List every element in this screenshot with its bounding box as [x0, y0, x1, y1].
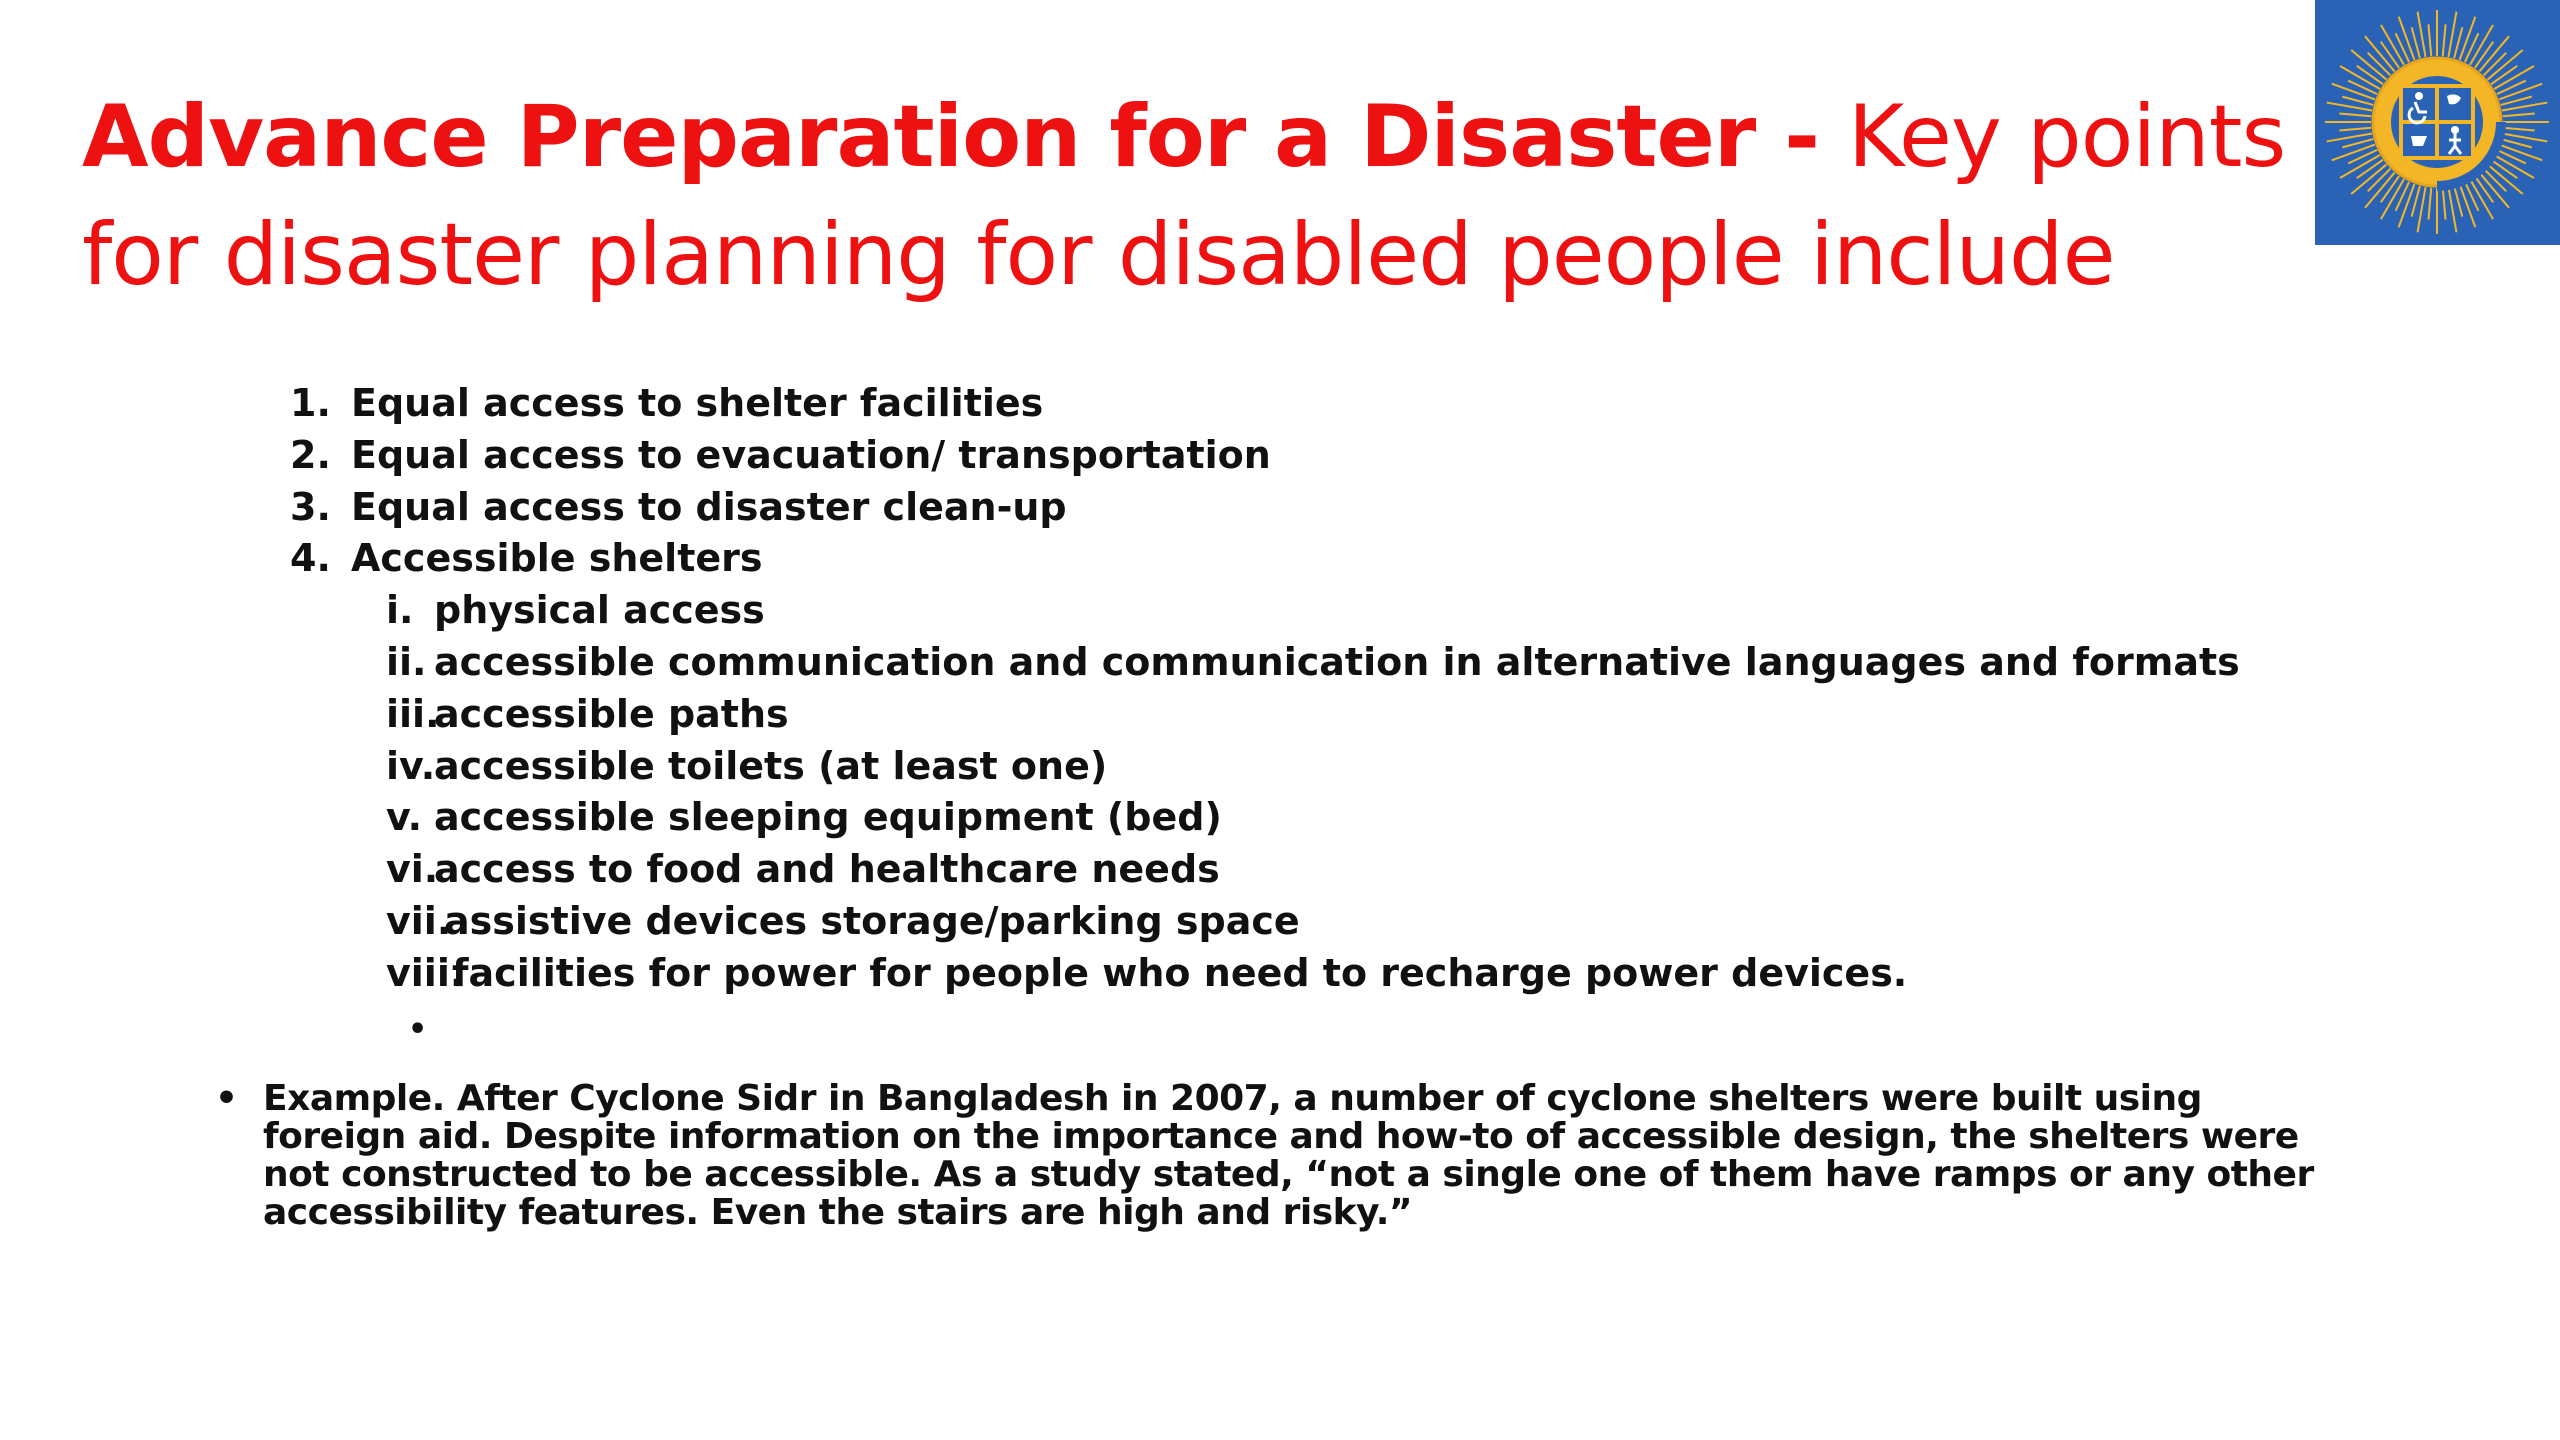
list-item-number: 1. [290, 381, 331, 425]
list-item [0, 430, 2560, 482]
emblem-graphic [2315, 0, 2560, 245]
sub-list-item [0, 844, 2560, 896]
list-item-number: 4. [290, 536, 331, 581]
list-item-text: Equal access to shelter facilities [351, 381, 1044, 425]
sub-list-item-number: v. [386, 795, 423, 840]
sub-list-item-text: physical access [434, 588, 765, 633]
title-line-1 [82, 78, 2286, 196]
sub-list-item-number: viii. [386, 950, 465, 995]
title-line-2: for disaster planning for disabled people include [82, 205, 2115, 305]
sub-list-item [0, 896, 2560, 948]
sub-list-item-number: ii. [386, 639, 427, 684]
sub-list-item [0, 741, 2560, 793]
title-normal-part: Key points [1847, 87, 2286, 187]
list-item [0, 482, 2560, 534]
sub-list-item-text: accessible toilets (at least one) [434, 743, 1108, 788]
sub-list-item-text: access to food and healthcare needs [434, 847, 1220, 892]
disability-emblem-icon [2315, 0, 2560, 245]
slide-title [82, 78, 2286, 314]
list-item [0, 533, 2560, 585]
sub-list-item-text: accessible paths [434, 691, 789, 736]
sub-list-item-text: accessible sleeping equipment (bed) [434, 795, 1222, 840]
sub-list-item-number: iii. [386, 691, 440, 736]
list-item-text: Equal access to disaster clean-up [351, 484, 1067, 529]
list-item-text: Accessible shelters [351, 536, 763, 581]
sub-list-item [0, 637, 2560, 689]
sub-list-item-text: accessible communication and communication in alternative languages and formats [434, 639, 2240, 684]
sub-list-item-number: iv. [386, 743, 436, 788]
sub-list-item [0, 585, 2560, 637]
sub-list-item-text: facilities for power for people who need to recharge power devices. [452, 950, 1908, 995]
empty-bullet: • [408, 1012, 428, 1047]
list-item [0, 378, 2560, 430]
sub-list-item-number: i. [386, 588, 414, 633]
sub-list-item [0, 948, 2560, 1000]
sub-list-item-text: assistive devices storage/parking space [444, 898, 1300, 943]
example-bullet: • [215, 1078, 239, 1119]
key-points-list [0, 378, 2560, 1000]
list-item-number: 3. [290, 484, 331, 529]
sub-list-item-number: vi. [386, 847, 439, 892]
sub-list-item [0, 689, 2560, 741]
example-text: Example. After Cyclone Sidr in Bangladesh in 2007, a number of cyclone shelters were built using foreign aid. Despite information on the importance and how-to of accessible design, the shelters were not constructed to be accessible. As a study stated, “not a single one of them have ramps or any other accessibility features. Even the stairs are high and risky.” [263, 1078, 2314, 1233]
sub-list-item [0, 792, 2560, 844]
sub-list-item-number: vii. [386, 898, 452, 943]
list-item-text: Equal access to evacuation/ transportation [351, 432, 1271, 477]
list-item-number: 2. [290, 432, 331, 477]
title-bold-part: Advance Preparation for a Disaster - [82, 87, 1848, 187]
